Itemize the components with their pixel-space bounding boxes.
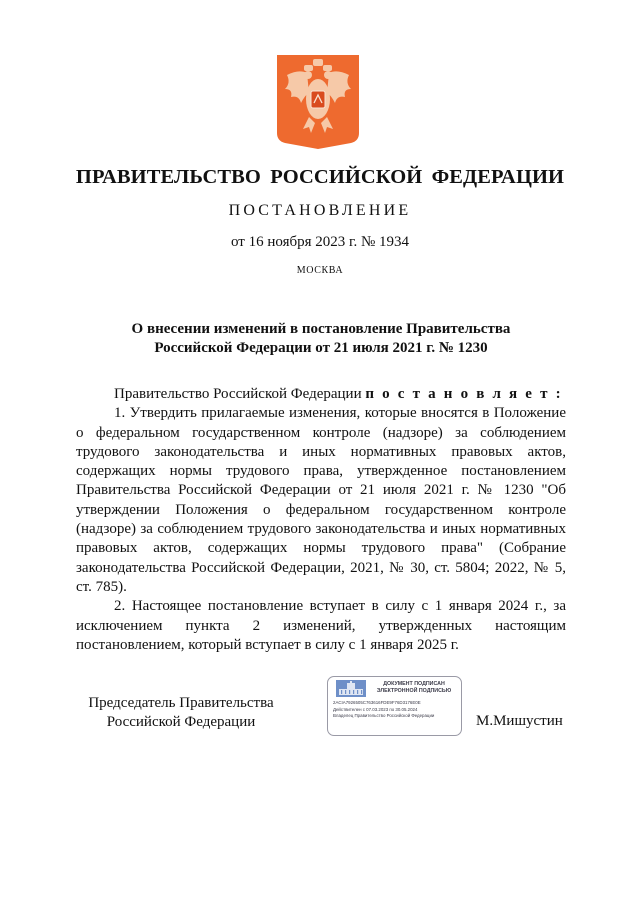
document-body (76, 385, 566, 655)
decree-word: п о с т а н о в л я е т : (365, 386, 563, 402)
signatory-position-line-2: Российской Федерации (106, 714, 256, 730)
paragraph-item-1: 1. Утвердить прилагаемые изменения, которые вносятся в Положение о федеральном государственном контроле (надзоре) за соблюдением трудового законодательства и иных нормативных правовых актов, содержащих нормы трудового права, утвержденное постановлением Правительства Российской Федерации от 21 июля 2021 г. № 1230 "Об утверждении Положения о федеральном государственном контроле (надзоре) за соблюдением трудового законодательства и иных нормативных правовых актов, содержащих нормы трудового права" (Собрание законодательства Российской Федерации, 2021, № 30, ст. 5804; 2022, № 5, ст. 785). (76, 405, 566, 595)
signatory-position-line-1: Председатель Правительства (88, 695, 274, 711)
certificate-owner: Владелец Правительство Российской Федерации (333, 713, 435, 718)
document-date-number: от 16 ноября 2023 г. № 1934 (230, 234, 410, 250)
intro-text: Правительство Российской Федерации (114, 386, 362, 402)
certificate-validity: Действителен с 07.03.2023 по 30.05.2024 (333, 707, 418, 712)
stamp-title: ДОКУМЕНТ ПОДПИСАН ЭЛЕКТРОННОЙ ПОДПИСЬЮ (376, 681, 452, 694)
government-building-icon (336, 680, 366, 697)
intro-paragraph (76, 385, 566, 404)
coat-of-arms-icon (277, 55, 359, 149)
signatory-position (76, 694, 286, 732)
paragraph-item-2: 2. Настоящее постановление вступает в силу с 1 января 2024 г., за исключением пункта 2 изменений, утвержденных настоящим постановлением, который вступает в силу с 1 января 2025 г. (76, 598, 566, 653)
electronic-signature-stamp (327, 676, 462, 736)
heading-line-2: Российской Федерации от 21 июля 2021 г. № 1230 (154, 340, 488, 356)
heading-line-1: О внесении изменений в постановление Правительства (131, 321, 511, 337)
document-type: ПОСТАНОВЛЕНИЕ (228, 202, 412, 219)
certificate-serial: 2ACIA7926505C763616FDE9F76D3176E0E (333, 700, 421, 705)
document-city: МОСКВА (296, 265, 344, 276)
government-title: ПРАВИТЕЛЬСТВО РОССИЙСКОЙ ФЕДЕРАЦИИ (75, 166, 565, 188)
signatory-name: М.Мишустин (476, 713, 563, 729)
document-heading (76, 320, 566, 358)
